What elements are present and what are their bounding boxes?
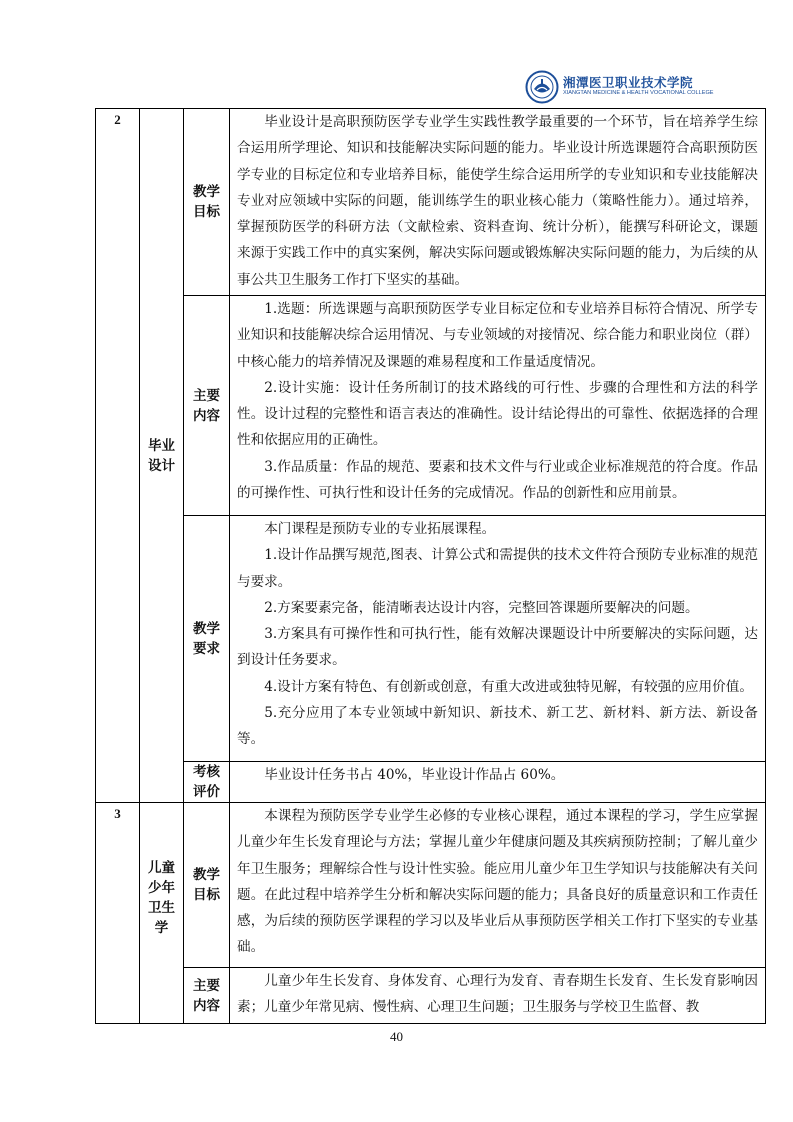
section-label: 主要内容 (184, 968, 230, 1024)
table-row (96, 762, 766, 803)
school-logo (525, 70, 730, 104)
section-content: 本门课程是预防专业的专业拓展课程。 1.设计作品撰写规范,图表、计算公式和需提供的技术文件符合预防专业标准的规范与要求。 2.方案要素完备，能清晰表达设计内容，完整回答课题所要解决的问题。 3.方案具有可操作性和可执行性，能有效解决课题设计中所要解决的实际问题，达到设计任务要求。 4.设计方案有特色、有创新或创意，有重大改进或独特见解，有较强的应用价值。 5.充分应用了本专业领域中新知识、新技术、新工艺、新材料、新方法、新设备等。 (230, 516, 766, 762)
page-number: 40 (390, 1029, 403, 1044)
section-label: 教学要求 (184, 516, 230, 762)
section-content: 毕业设计任务书占 40%，毕业设计作品占 60%。 (230, 762, 766, 803)
course-table (95, 108, 766, 1024)
section-content: 毕业设计是高职预防医学专业学生实践性教学最重要的一个环节，旨在培养学生综合运用所学理论、知识和技能解决实际问题的能力。毕业设计所选课题符合高职预防医学专业的目标定位和专业培养目标，能使学生综合运用所学的专业知识和专业技能解决专业对应领域中实际的问题，能训练学生的职业核心能力（策略性能力）。通过培养，掌握预防医学的科研方法（文献检索、资料查询、统计分析），能撰写科研论文，课题来源于实践工作中的真实案例，解决实际问题或锻炼解决实际问题的能力，为后续的从事公共卫生服务工作打下坚实的基础。 (230, 109, 766, 296)
table-row (96, 516, 766, 762)
section-content: 本课程为预防医学专业学生必修的专业核心课程，通过本课程的学习，学生应掌握儿童少年生长发育理论与方法；掌握儿童少年健康问题及其疾病预防控制；了解儿童少年卫生服务；理解综合性与设计性实验。能应用儿童少年卫生学知识与技能解决有关问题。在此过程中培养学生分析和解决实际问题的能力；具备良好的质量意识和工作责任感，为后续的预防医学课程的学习以及毕业后从事预防医学相关工作打下坚实的专业基础。 (230, 803, 766, 968)
school-emblem-icon (525, 70, 559, 104)
section-label: 考核评价 (184, 762, 230, 803)
section-content: 1.选题：所选课题与高职预防医学专业目标定位和专业培养目标符合情况、所学专业知识和技能解决综合运用情况、与专业领域的对接情况、综合能力和职业岗位（群）中核心能力的培养情况及课题的难易程度和工作量适度情况。 2.设计实施：设计任务所制订的技术路线的可行性、步骤的合理性和方法的科学性。设计过程的完整性和语言表达的准确性。设计结论得出的可靠性、依据选择的合理性和依据应用的正确性。 3.作品质量：作品的规范、要素和技术文件与行业或企业标准规范的符合度。作品的可操作性、可执行性和设计任务的完成情况。作品的创新性和应用前景。 (230, 296, 766, 516)
section-content: 儿童少年生长发育、身体发育、心理行为发育、青春期生长发育、生长发育影响因素；儿童少年常见病、慢性病、心理卫生问题；卫生服务与学校卫生监督、教 (230, 968, 766, 1024)
section-label: 教学目标 (184, 109, 230, 296)
section-label: 教学目标 (184, 803, 230, 968)
table-row (96, 296, 766, 516)
table-row (96, 109, 766, 296)
school-name-en: XIANGTAN MEDICINE & HEALTH VOCATIONAL COLLEGE (563, 90, 714, 96)
row-number: 3 (96, 803, 140, 1024)
table-row (96, 968, 766, 1024)
course-name: 毕业设计 (140, 109, 184, 803)
table-row (96, 803, 766, 968)
row-number: 2 (96, 109, 140, 803)
section-label: 主要内容 (184, 296, 230, 516)
course-name: 儿童少年卫生学 (140, 803, 184, 1024)
school-name: 湘潭医卫职业技术学院 (563, 75, 694, 90)
